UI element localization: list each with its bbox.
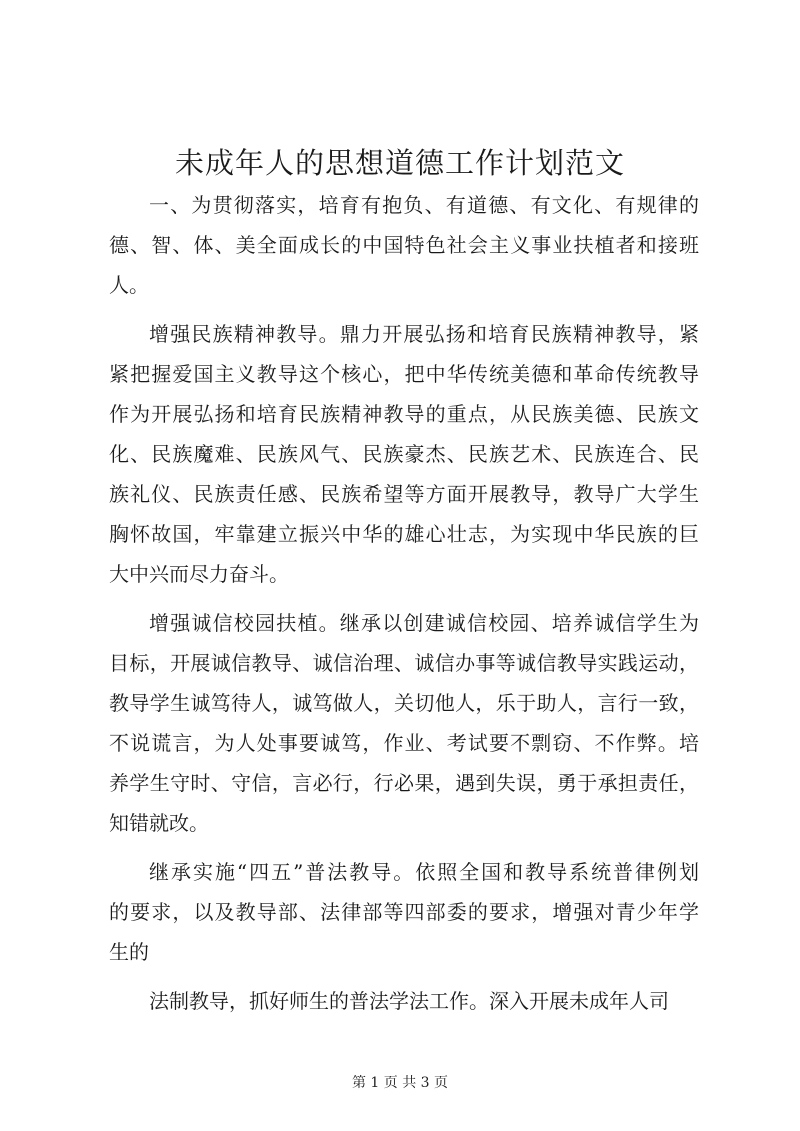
text-line: 的要求，以及教导部、法律部等四部委的要求，增强对青少年学 xyxy=(109,900,699,924)
text-line: 增强诚信校园扶植。继承以创建诚信校园、培养诚信学生为 xyxy=(149,611,699,635)
text-line: 作为开展弘扬和培育民族精神教导的重点，从民族美德、民族文 xyxy=(109,402,699,426)
text-line: 知错就改。 xyxy=(109,811,209,835)
text-line: 继承实施“四五”普法教导。依照全国和教导系统普律例划 xyxy=(149,860,699,884)
text-line: 大中兴而尽力奋斗。 xyxy=(109,562,289,586)
text-line: 族礼仪、民族责任感、民族希望等方面开展教导，教导广大学生 xyxy=(109,482,699,506)
text-line: 德、智、体、美全面成长的中国特色社会主义事业扶植者和接班 xyxy=(109,233,699,257)
text-line: 生的 xyxy=(109,940,149,964)
text-line: 教导学生诚笃待人，诚笃做人，关切他人，乐于助人，言行一致， xyxy=(109,691,699,715)
paragraph xyxy=(109,852,699,972)
text-line: 增强民族精神教导。鼎力开展弘扬和培育民族精神教导，紧 xyxy=(149,322,699,346)
text-line: 胸怀故国，牢靠建立振兴中华的雄心壮志，为实现中华民族的巨 xyxy=(109,522,699,546)
text-line: 不说谎言，为人处事要诚笃，作业、考试要不剽窃、不作弊。培 xyxy=(109,731,699,755)
text-line: 人。 xyxy=(109,273,149,297)
text-line: 紧把握爱国主义教导这个核心，把中华传统美德和革命传统教导 xyxy=(109,362,699,386)
document-title: 未成年人的思想道德工作计划范文 xyxy=(174,146,625,180)
paragraph xyxy=(109,981,699,1021)
text-line: 法制教导，抓好师生的普法学法工作。深入开展未成年人司 xyxy=(149,989,669,1013)
paragraph xyxy=(109,603,699,843)
text-line: 化、民族魔难、民族风气、民族豪杰、民族艺术、民族连合、民 xyxy=(109,442,699,466)
text-line: 养学生守时、守信，言必行，行必果，遇到失误，勇于承担责任， xyxy=(109,771,699,795)
text-line: 一、为贯彻落实，培育有抱负、有道德、有文化、有规律的 xyxy=(149,193,699,217)
paragraph xyxy=(109,314,699,594)
paragraph xyxy=(109,185,699,305)
page-number-footer: 第 1 页 共 3 页 xyxy=(351,1075,449,1091)
document-body xyxy=(109,185,699,1021)
text-line: 目标，开展诚信教导、诚信治理、诚信办事等诚信教导实践运动， xyxy=(109,651,699,675)
